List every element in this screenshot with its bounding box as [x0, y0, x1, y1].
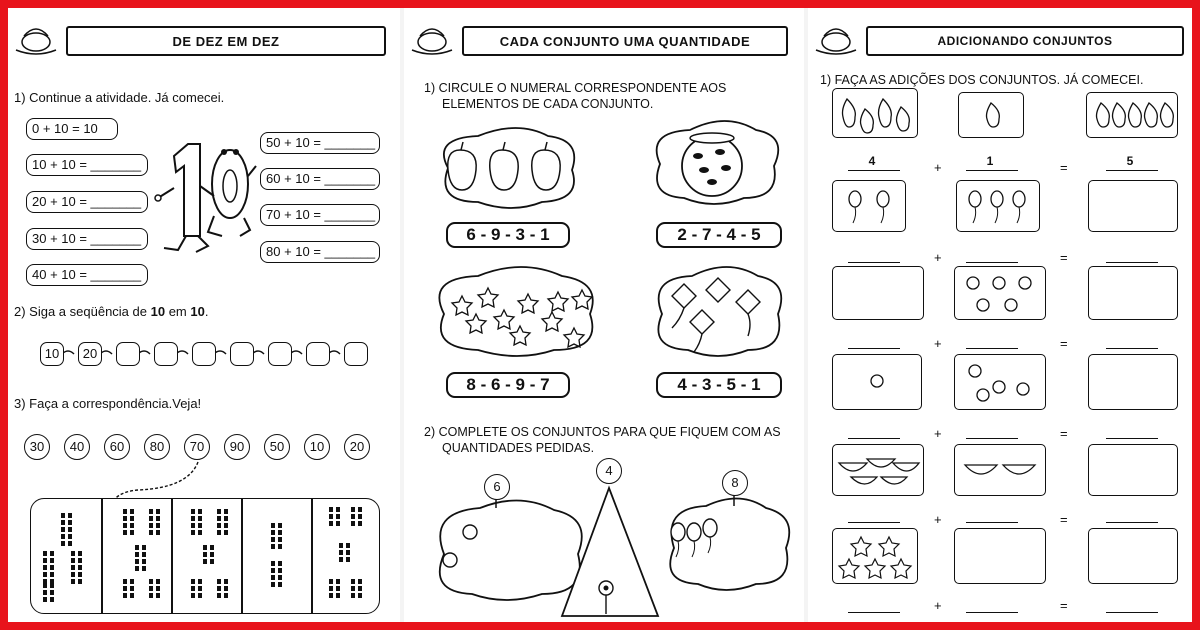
answer-line[interactable] [1106, 612, 1158, 613]
panel-de-dez-em-dez [8, 8, 400, 622]
sequence-box[interactable] [230, 342, 254, 366]
tally-group[interactable] [217, 579, 228, 598]
tally-group[interactable] [149, 579, 160, 598]
page-title: DE DEZ EM DEZ [66, 26, 386, 56]
answer-line[interactable] [1106, 438, 1158, 439]
answer-line [848, 170, 900, 171]
set-box [832, 444, 924, 496]
answer-line [1106, 170, 1158, 171]
balloon-target-cloud[interactable] [658, 498, 794, 598]
answer-line[interactable] [848, 348, 900, 349]
set-box [956, 180, 1040, 232]
sequence-box[interactable] [268, 342, 292, 366]
answer-line[interactable] [848, 438, 900, 439]
number-circle[interactable]: 80 [144, 434, 170, 460]
tally-group[interactable] [123, 509, 134, 535]
question-1-line-2: ELEMENTOS DE CADA CONJUNTO. [442, 97, 654, 111]
tally-group[interactable] [203, 545, 214, 564]
emblem-icon [410, 22, 454, 56]
answer-line[interactable] [848, 612, 900, 613]
sequence-box: 20 [78, 342, 102, 366]
balloon-icon [847, 189, 897, 229]
numeral-options[interactable]: 2 - 7 - 4 - 5 [656, 222, 782, 248]
plus-sign: + [934, 598, 942, 613]
answer-number: 5 [1126, 154, 1134, 168]
tally-group[interactable] [61, 513, 72, 546]
pear-icon [1093, 101, 1175, 131]
number-circle[interactable]: 30 [24, 434, 50, 460]
numeral-options[interactable]: 4 - 3 - 5 - 1 [656, 372, 782, 398]
apple-icon [965, 361, 1037, 405]
set-box [832, 528, 918, 584]
sequence-box[interactable] [192, 342, 216, 366]
panel-cada-conjunto [404, 8, 804, 622]
answer-line[interactable] [966, 522, 1018, 523]
pear-icon [839, 93, 915, 135]
target-quantity: 8 [722, 470, 748, 496]
set-box [832, 354, 922, 410]
answer-line[interactable] [848, 262, 900, 263]
equals-sign: = [1060, 336, 1068, 351]
page-title: ADICIONANDO CONJUNTOS [866, 26, 1184, 56]
tally-group[interactable] [271, 523, 282, 549]
panel-adicionando-conjuntos [808, 8, 1192, 622]
stars-set-cloud [424, 266, 604, 362]
tally-group[interactable] [135, 545, 146, 571]
answer-line [966, 170, 1018, 171]
set-box [832, 180, 906, 232]
plus-sign: + [934, 336, 942, 351]
sum-item[interactable]: 70 + 10 = _______ [260, 204, 380, 226]
tally-group[interactable] [43, 583, 54, 602]
tally-group[interactable] [351, 507, 362, 526]
emblem-icon [14, 22, 58, 56]
answer-set-box[interactable] [1088, 528, 1178, 584]
equals-sign: = [1060, 598, 1068, 613]
target-quantity: 4 [596, 458, 622, 484]
tally-group[interactable] [123, 579, 134, 598]
pear-icon [983, 101, 1003, 131]
answer-line[interactable] [1106, 522, 1158, 523]
watermelon-slice-icon [837, 453, 921, 491]
number-circle[interactable]: 60 [104, 434, 130, 460]
question-1-line-1: 1) CIRCULE O NUMERAL CORRESPONDENTE AOS [424, 81, 727, 95]
question-2-end: . [204, 304, 209, 319]
answer-number: 1 [986, 154, 994, 168]
tally-group[interactable] [329, 579, 340, 598]
question-2-line-1: 2) COMPLETE OS CONJUNTOS PARA QUE FIQUEM COM AS [424, 425, 781, 439]
equals-sign: = [1060, 426, 1068, 441]
apples-set-cloud [428, 126, 578, 210]
question-2-bold-1: 10 [150, 304, 166, 319]
sequence-box[interactable] [344, 342, 368, 366]
plus-sign: + [934, 160, 942, 175]
plus-sign: + [934, 250, 942, 265]
answer-line[interactable] [966, 262, 1018, 263]
answer-line[interactable] [966, 438, 1018, 439]
tally-group[interactable] [217, 509, 228, 535]
plus-sign: + [934, 426, 942, 441]
answer-set-box[interactable] [1088, 180, 1178, 232]
tally-groups-box [30, 498, 380, 614]
balloon-icon [967, 189, 1033, 229]
number-circle[interactable]: 90 [224, 434, 250, 460]
answer-set-box[interactable] [1088, 354, 1178, 410]
sum-item[interactable]: 80 + 10 = _______ [260, 241, 380, 263]
equals-sign: = [1060, 512, 1068, 527]
tally-group[interactable] [149, 509, 160, 535]
page-title: CADA CONJUNTO UMA QUANTIDADE [462, 26, 788, 56]
sequence-box: 10 [40, 342, 64, 366]
set-box [954, 444, 1046, 496]
target-quantity: 6 [484, 474, 510, 500]
answer-line[interactable] [848, 522, 900, 523]
question-2-prefix: 2) Siga a seqüência de [14, 304, 151, 319]
number-ten-characters-illustration [152, 126, 256, 256]
sequence-box[interactable] [116, 342, 140, 366]
answer-set-box[interactable] [832, 266, 924, 320]
tally-group[interactable] [329, 507, 340, 526]
answer-line[interactable] [966, 612, 1018, 613]
number-circle[interactable]: 50 [264, 434, 290, 460]
worksheet-frame [8, 8, 1192, 622]
number-circle[interactable]: 70 [184, 434, 210, 460]
question-2-bold-2: 10 [190, 304, 205, 319]
tally-group[interactable] [71, 551, 82, 584]
emblem-icon [814, 22, 858, 56]
sum-item[interactable]: 30 + 10 = _______ [26, 228, 148, 250]
sum-item[interactable]: 20 + 10 = _______ [26, 191, 148, 213]
question-1-text: 1) FAÇA AS ADIÇÕES DOS CONJUNTOS. JÁ COMECEI. [820, 73, 1144, 87]
set-box [832, 88, 918, 138]
sum-item: 0 + 10 = 10 [26, 118, 118, 140]
set-box [958, 92, 1024, 138]
watermelon-slice-icon [963, 459, 1039, 483]
number-circle[interactable]: 20 [344, 434, 370, 460]
fishbowl-set-cloud [642, 120, 782, 206]
answer-line[interactable] [1106, 348, 1158, 349]
tally-group[interactable] [339, 543, 350, 562]
star-icon [841, 535, 913, 581]
sum-item[interactable]: 50 + 10 = _______ [260, 132, 380, 154]
set-box [1086, 92, 1178, 138]
kites-set-cloud [644, 264, 784, 362]
number-circle[interactable]: 10 [304, 434, 330, 460]
apple-icon [963, 273, 1039, 315]
equals-sign: = [1060, 250, 1068, 265]
question-2-text [14, 304, 208, 320]
number-circle[interactable]: 40 [64, 434, 90, 460]
apple-icon [869, 373, 885, 389]
tally-group[interactable] [351, 579, 362, 598]
sum-item[interactable]: 10 + 10 = _______ [26, 154, 148, 176]
answer-set-box[interactable] [1088, 444, 1178, 496]
set-box [954, 266, 1046, 320]
question-1-text: 1) Continue a atividade. Já comecei. [14, 90, 225, 105]
answer-number: 4 [868, 154, 876, 168]
sequence-box[interactable] [154, 342, 178, 366]
question-3-text: 3) Faça a correspondência.Veja! [14, 396, 202, 411]
plus-sign: + [934, 512, 942, 527]
answer-line[interactable] [966, 348, 1018, 349]
tally-group[interactable] [271, 561, 282, 587]
sum-item[interactable]: 40 + 10 = _______ [26, 264, 148, 286]
tally-group[interactable] [191, 579, 202, 598]
sum-item[interactable]: 60 + 10 = _______ [260, 168, 380, 190]
answer-set-box[interactable] [1088, 266, 1178, 320]
flower-target-triangle[interactable] [554, 484, 664, 618]
tally-group[interactable] [43, 551, 54, 584]
numeral-options[interactable]: 6 - 9 - 3 - 1 [446, 222, 570, 248]
question-2-mid: em [165, 304, 191, 319]
numeral-options[interactable]: 8 - 6 - 9 - 7 [446, 372, 570, 398]
tally-group[interactable] [191, 509, 202, 535]
question-2-line-2: QUANTIDADES PEDIDAS. [442, 441, 595, 455]
set-box [954, 354, 1046, 410]
equals-sign: = [1060, 160, 1068, 175]
answer-set-box[interactable] [954, 528, 1046, 584]
sequence-box[interactable] [306, 342, 330, 366]
answer-line[interactable] [1106, 262, 1158, 263]
